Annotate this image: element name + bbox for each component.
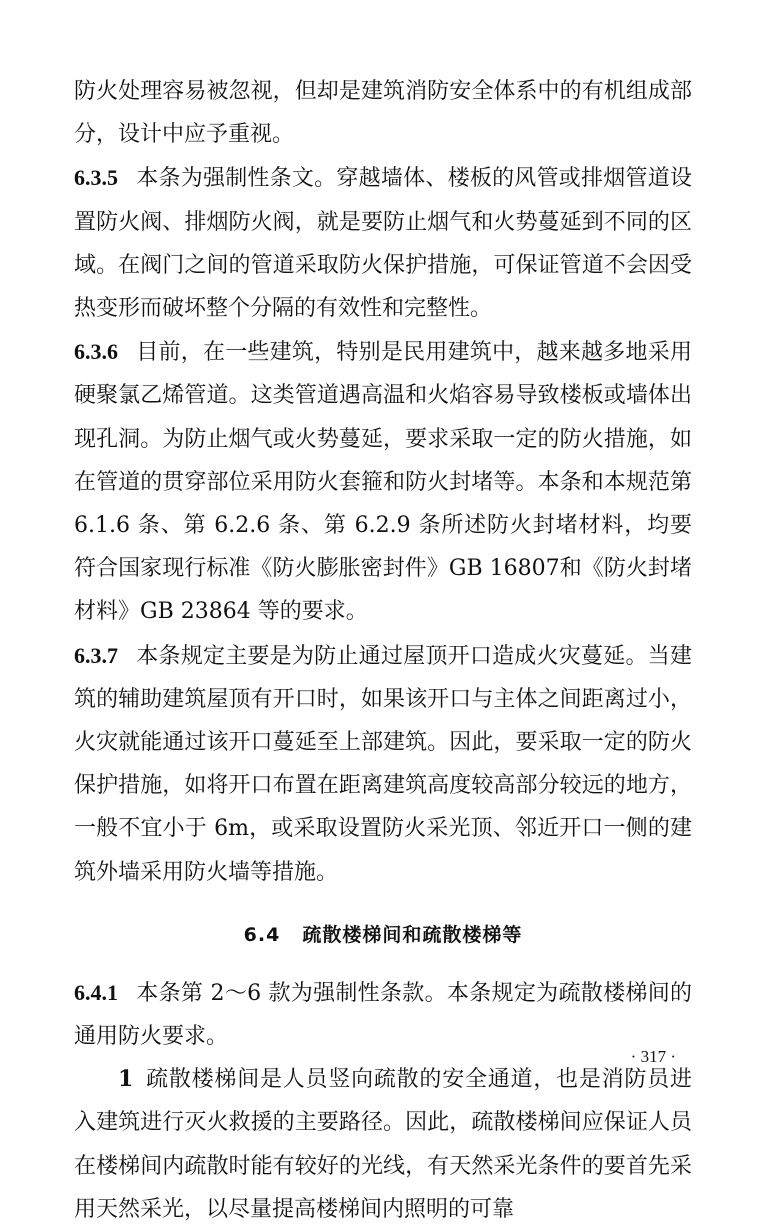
clause-number: 6.3.5 <box>74 165 118 191</box>
section-title: 疏散楼梯间和疏散楼梯等 <box>302 923 523 946</box>
clause-6-3-5 <box>74 156 692 330</box>
clause-text: 本条为强制性条文。穿越墙体、楼板的风管或排烟管道设置防火阀、排烟防火阀，就是要防止烟气和火势蔓延到不同的区域。在阀门之间的管道采取防火保护措施，可保证管道不会因受热变形而破坏整个分隔的有效性和完整性。 <box>74 166 692 322</box>
clause-text: 目前，在一些建筑，特别是民用建筑中，越来越多地采用硬聚氯乙烯管道。这类管道遇高温和火焰容易导致楼板或墙体出现孔洞。为防止烟气或火势蔓延，要求采取一定的防火措施，如在管道的贯穿部位采用防火套箍和防火封堵等。本条和本规范第 6.1.6 条、第 6.2.6 条、第 6.2.9 条所述防火封堵材料，均要符合国家现行标准《防火膨胀密封件》GB 16807和《防火封堵材料》GB 23864 等的要求。 <box>74 340 692 625</box>
clause-text: 本条第 2～6 款为强制性条款。本条规定为疏散楼梯间的通用防火要求。 <box>74 980 692 1050</box>
item-text: 疏散楼梯间是人员竖向疏散的安全通道，也是消防员进入建筑进行灭火救援的主要路径。因此，疏散楼梯间应保证人员在楼梯间内疏散时能有较好的光线，有天然采光条件的要首先采用天然采光，以尽量提高楼梯间内照明的可靠 <box>74 1067 692 1222</box>
paragraph-text: 防火处理容易被忽视，但却是建筑消防安全体系中的有机组成部分，设计中应予重视。 <box>74 79 692 148</box>
clause-number: 6.3.6 <box>74 339 118 365</box>
clause-6-3-6 <box>74 330 692 633</box>
section-heading <box>74 920 692 947</box>
clause-number: 6.3.7 <box>74 642 118 668</box>
clause-text: 本条规定主要是为防止通过屋顶开口造成火灾蔓延。当建筑的辅助建筑屋顶有开口时，如果该开口与主体之间距离过小，火灾就能通过该开口蔓延至上部建筑。因此，要采取一定的防火保护措施，如将开口布置在距离建筑高度较高部分较远的地方，一般不宜小于 6m，或采取设置防火采光顶、邻近开口一侧的建筑外墙采用防火墙等措施。 <box>74 643 692 885</box>
section-number: 6.4 <box>243 923 281 946</box>
clause-item-1 <box>74 1058 692 1231</box>
paragraph-continuation <box>74 70 692 156</box>
clause-number: 6.4.1 <box>74 979 118 1005</box>
clause-6-4-1 <box>74 971 692 1058</box>
page-number: · 317 · <box>630 1047 676 1066</box>
item-number: 1 <box>118 1066 134 1093</box>
clause-6-3-7 <box>74 634 692 894</box>
document-body <box>74 70 692 1231</box>
